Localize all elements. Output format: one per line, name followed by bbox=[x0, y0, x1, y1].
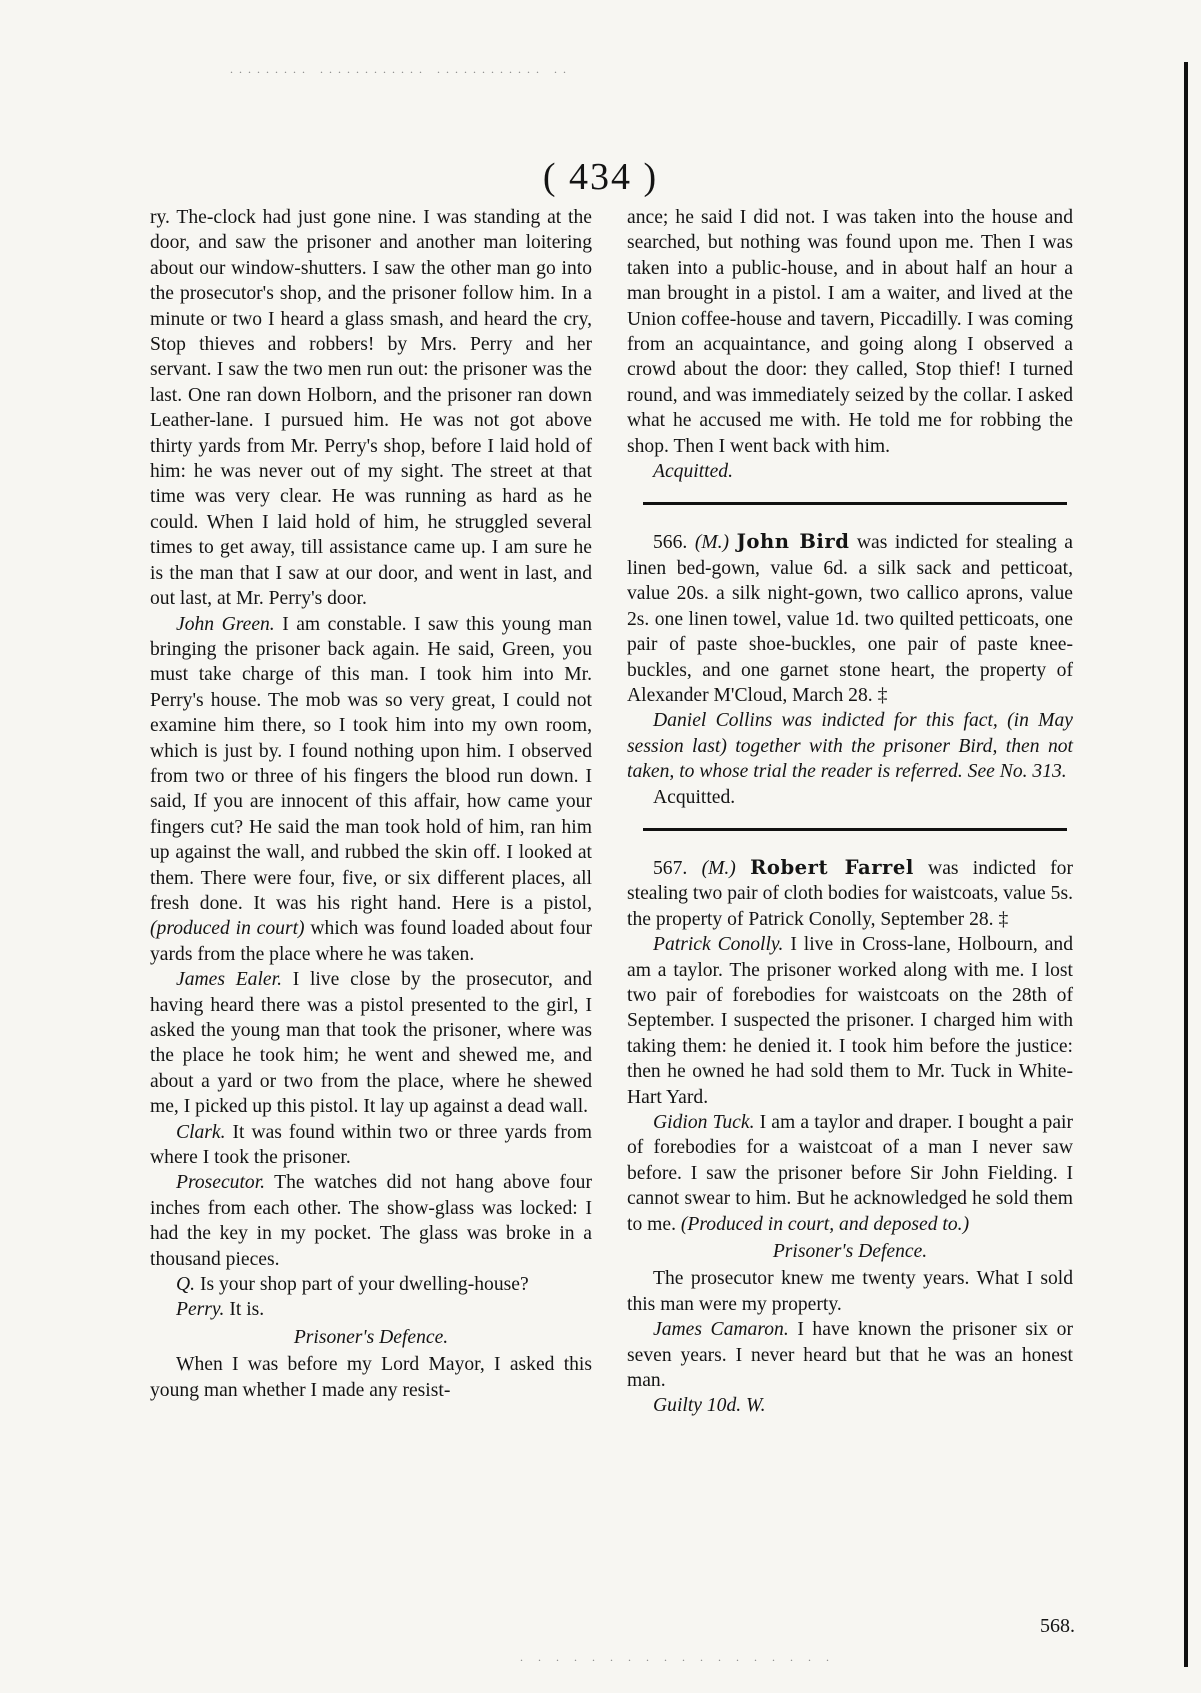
testimony-paragraph: ry. The-clock had just gone nine. I was standing at the door, and saw the prisoner and another man loitering about our window-shutters. I saw the other man go into the prosecutor's shop, and the prisoner follow him. In a minute or two I heard a glass smash, and heard the cry, Stop thieves and robbers! by Mrs. Perry and her servant. I saw the two men run out: the prisoner was the last. One ran down Holborn, and the prisoner ran down Leather-lane. I pursued him. He was not got above thirty yards from Mr. Perry's shop, before I laid hold of him: he was never out of my sight. The street at that time was very clear. He was running as hard as he could. When I laid hold of him, he struggled several times to get away, till assistance came up. I am sure he is the man that I saw at our door, and went in last, and out last, at Mr. Perry's door. bbox=[150, 207, 592, 610]
case-566-note: Daniel Collins was indicted for this fact, (in May session last) together with the prisoner Bird, then not taken, to whose trial the reader is referred. See No. 313. bbox=[627, 710, 1073, 783]
verdict: Acquitted. bbox=[653, 786, 736, 808]
case-divider bbox=[643, 828, 1067, 831]
speaker-name: Prosecutor. bbox=[176, 1172, 266, 1194]
case-number: 567. bbox=[653, 857, 688, 879]
defendant-name: Robert Farrel bbox=[750, 855, 914, 879]
case-number: 566. bbox=[653, 532, 688, 554]
speaker-name: Patrick Conolly. bbox=[653, 934, 784, 956]
court-aside: (Produced in court, and deposed to.) bbox=[680, 1213, 970, 1235]
defence-continuation: ance; he said I did not. I was taken into the house and searched, but nothing was found upon me. Then I was taken into a public-house, and in about half an hour a man brought in a pistol. I am a waiter, and lived at the Union coffee-house and tavern, Piccadilly. I was coming from an acquaintance, and going along I observed a crowd about the door: they called, Stop thief! I turned round, and was immediately seized by the collar. I asked what he accused me with. He told me for robbing the shop. Then I went back with him. bbox=[627, 207, 1073, 457]
left-column bbox=[150, 205, 592, 1403]
testimony-paragraph: Patrick Conolly. I live in Cross-lane, Holbourn, and am a taylor. The prisoner worked along with me. I lost two pair of forebodies for waistcoats on the 28th of September. I suspected the prisoner. I charged him with taking them: he denied it. I took him before the justice: then he owned he had sold them to Mr. Tuck in White-Hart Yard. bbox=[627, 934, 1073, 1108]
testimony-paragraph: James Ealer. I live close by the prosecutor, and having heard there was a pistol presented to the girl, I asked the young man that took the prisoner, where was the place he took him; he went and shewed me, and about a yard or two from the place, where he shewed me, I picked up this pistol. It lay up against a dead wall. bbox=[150, 969, 592, 1118]
verdict: Guilty 10d. W. bbox=[653, 1395, 766, 1417]
testimony-paragraph: Prosecutor. The watches did not hang above four inches from each other. The show-glass was locked: I had the key in my pocket. The glass was broke in a thousand pieces. bbox=[150, 1172, 592, 1270]
page-edge-border bbox=[1184, 62, 1188, 1667]
testimony-paragraph: Gidion Tuck. I am a taylor and draper. I bought a pair of forebodies for a waistcoat of a man I never saw before. I saw the prisoner before Sir John Fielding. I cannot swear to him. But he acknowledged he sold them to me. (Produced in court, and deposed to.) bbox=[627, 1112, 1074, 1235]
testimony-paragraph: James Camaron. I have known the prisoner six or seven years. I never heard but that he was an honest man. bbox=[627, 1319, 1073, 1392]
speaker-name: Perry. bbox=[176, 1299, 225, 1321]
case-566-indictment: 566. (M.) John Bird was indicted for stealing a linen bed-gown, value 6d. a silk sack and petticoat, value 20s. a silk night-gown, two callico aprons, value 2s. one linen towel, value 1d. two quilted petticoats, one pair of paste shoe-buckles, one pair of paste knee-buckles, and one garnet stone heart, the property of Alexander M'Cloud, March 28. ‡ bbox=[627, 530, 1073, 706]
speaker-name: John Green. bbox=[176, 613, 275, 635]
testimony-paragraph: Perry. It is. bbox=[176, 1299, 265, 1321]
court-code: (M.) bbox=[701, 857, 736, 879]
catchword: 568. bbox=[1040, 1615, 1075, 1637]
right-column bbox=[627, 205, 1073, 1419]
defence-paragraph: The prosecutor knew me twenty years. What I sold this man were my property. bbox=[627, 1268, 1073, 1315]
speaker-name: Gidion Tuck. bbox=[653, 1112, 755, 1133]
defence-heading: Prisoner's Defence. bbox=[772, 1241, 928, 1263]
verdict: Acquitted. bbox=[653, 461, 733, 483]
print-speckles-top: ......... ............ ............ .. bbox=[230, 62, 572, 76]
testimony-paragraph: John Green. I am constable. I saw this young man bringing the prisoner back again. He said, Green, you must take charge of this man. I took him into Mr. Perry's house. The mob was so very great, I could not examine him there, so I took him into my own room, which is just by. I found nothing upon him. I observed from two or three of his fingers the blood run down. I said, If you are innocent of this affair, how came your fingers cut? He said the man took hold of him, ran him up against the wall, and rubbed the skin off. I looked at them. There were four, five, or six different places, all fresh done. It was his right hand. Here is a pistol, (produced in court) which was found loaded about four yards from the place where he was taken. bbox=[150, 613, 592, 965]
print-speckles-bottom: . . . . . . . . . . . . . . . . . . bbox=[520, 1650, 835, 1664]
speaker-name: James Ealer. bbox=[176, 969, 282, 991]
testimony-paragraph: Clark. It was found within two or three yards from where I took the prisoner. bbox=[150, 1121, 592, 1169]
page-number: ( 434 ) bbox=[542, 156, 659, 198]
defence-paragraph: When I was before my Lord Mayor, I asked this young man whether I made any resist- bbox=[150, 1354, 592, 1401]
court-aside: (produced in court) bbox=[150, 918, 305, 940]
defendant-name: John Bird bbox=[736, 530, 850, 554]
speaker-name: James Camaron. bbox=[653, 1319, 789, 1341]
testimony-paragraph: Q. Is your shop part of your dwelling-house? bbox=[176, 1274, 529, 1296]
court-code: (M.) bbox=[694, 532, 730, 554]
case-567-indictment: 567. (M.) Robert Farrel was indicted for stealing two pair of cloth bodies for waistcoats, value 5s. the property of Patrick Conolly, September 28. ‡ bbox=[627, 855, 1073, 930]
speaker-name: Clark. bbox=[176, 1121, 226, 1143]
case-divider bbox=[643, 502, 1067, 505]
speaker-name: Q. bbox=[176, 1274, 196, 1296]
defence-heading: Prisoner's Defence. bbox=[293, 1326, 449, 1348]
